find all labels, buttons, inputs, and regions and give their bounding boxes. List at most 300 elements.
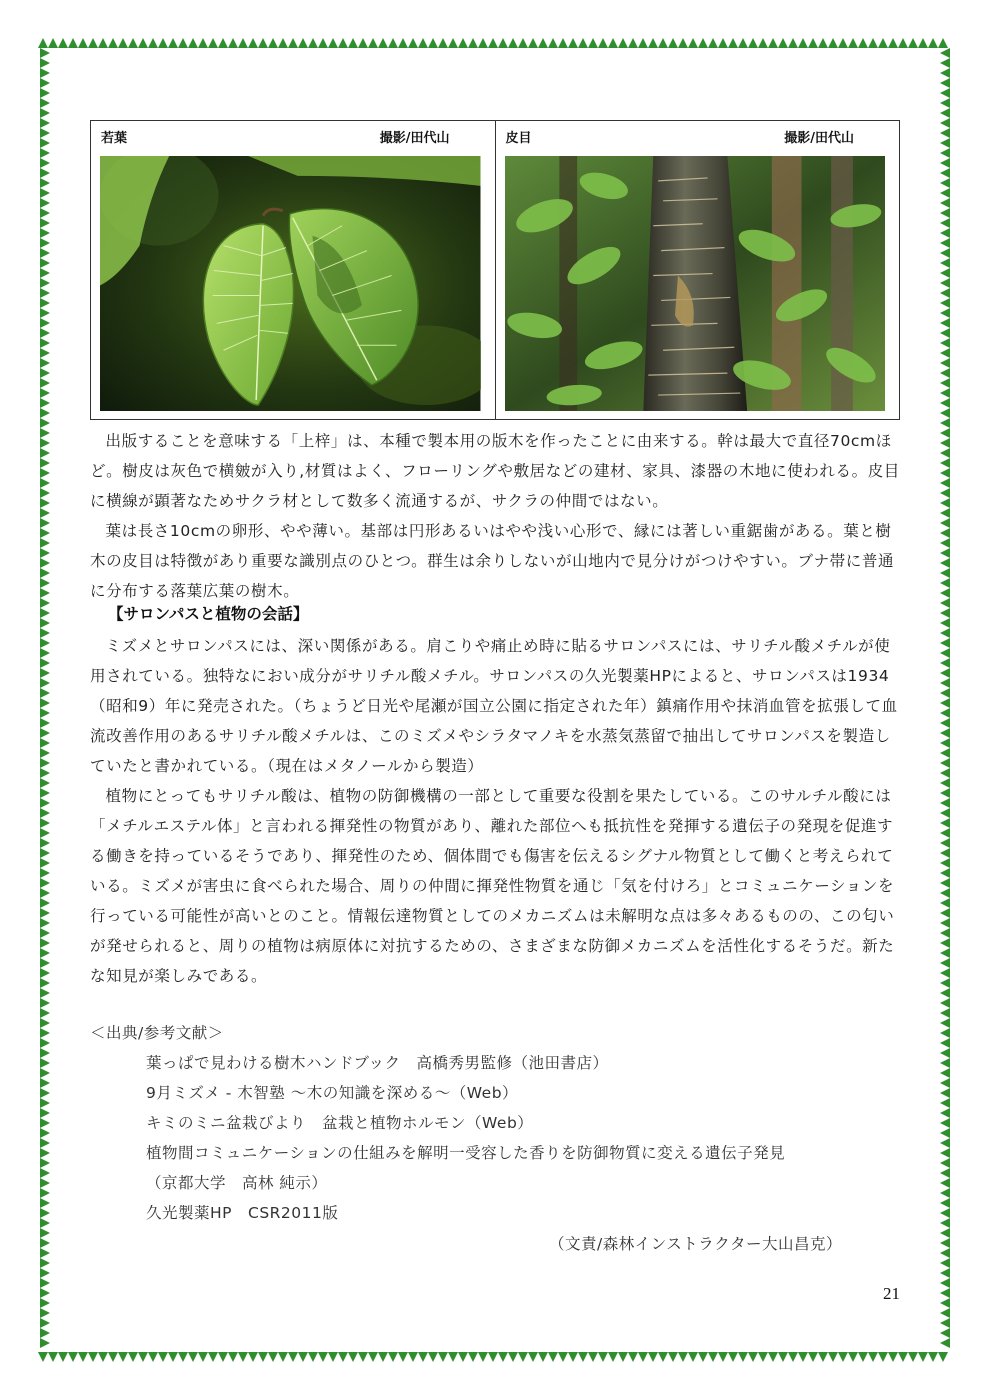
border-triangle — [918, 38, 928, 48]
author-credit: （文責/森林インストラクター大山昌克） — [549, 1235, 842, 1253]
border-triangle — [940, 1328, 950, 1338]
reference-item: 9月ミズメ - 木智塾 〜木の知識を深める〜（Web） — [146, 1084, 519, 1102]
border-triangle — [348, 38, 358, 48]
border-triangle — [478, 1352, 488, 1362]
border-triangle — [40, 518, 50, 528]
border-triangle — [40, 1258, 50, 1268]
border-triangle — [940, 578, 950, 588]
border-triangle — [308, 1352, 318, 1362]
border-triangle — [940, 968, 950, 978]
border-triangle — [248, 1352, 258, 1362]
border-triangle — [628, 38, 638, 48]
border-triangle — [40, 788, 50, 798]
border-triangle — [878, 1352, 888, 1362]
border-triangle — [940, 518, 950, 528]
border-triangle — [40, 628, 50, 638]
reference-item: キミのミニ盆栽びより 盆栽と植物ホルモン（Web） — [146, 1114, 534, 1132]
border-triangle — [508, 38, 518, 48]
border-triangle — [40, 988, 50, 998]
border-triangle — [758, 38, 768, 48]
border-triangle — [940, 1218, 950, 1228]
border-triangle — [848, 38, 858, 48]
border-triangle — [40, 878, 50, 888]
border-triangle — [940, 718, 950, 728]
border-triangle — [40, 1278, 50, 1288]
border-triangle — [40, 1288, 50, 1298]
border-triangle — [40, 818, 50, 828]
border-triangle — [758, 1352, 768, 1362]
border-triangle — [40, 1158, 50, 1168]
photo-caption: 皮目 — [505, 131, 532, 146]
reference-item: （京都大学 高林 純示） — [146, 1174, 328, 1192]
border-triangle — [40, 1178, 50, 1188]
border-triangle — [940, 858, 950, 868]
border-triangle — [40, 1298, 50, 1308]
border-triangle — [40, 598, 50, 608]
border-triangle — [40, 568, 50, 578]
border-triangle — [40, 1118, 50, 1128]
page-number: 21 — [883, 1284, 900, 1303]
border-triangle — [940, 1318, 950, 1328]
border-triangle — [588, 38, 598, 48]
border-triangle — [178, 1352, 188, 1362]
paragraph: ミズメとサロンパスには、深い関係がある。肩こりや痛止め時に貼るサロンパスには、サリチル酸メチルが使用されている。独特なにおい成分がサリチル酸メチル。サロンパスの久光製薬HPによると、サロンパスは1934（昭和9）年に発売された。（ちょうど日光や尾瀬が国立公園に指定された年）鎮痛作用や抹消血管を拡張して血流改善作用のあるサリチル酸メチルは、このミズメやシラタマノキを水蒸気蒸留で抽出してサロンパスを製造していたと書かれている。（現在はメタノールから製造） — [90, 637, 898, 775]
intro-text — [90, 426, 900, 606]
border-triangle — [148, 38, 158, 48]
border-triangle — [40, 1048, 50, 1058]
border-triangle — [40, 1108, 50, 1118]
border-triangle — [738, 1352, 748, 1362]
border-triangle — [940, 848, 950, 858]
border-triangle — [940, 1188, 950, 1198]
border-triangle — [678, 38, 688, 48]
border-triangle — [238, 1352, 248, 1362]
border-triangle — [68, 38, 78, 48]
border-triangle — [598, 38, 608, 48]
border-triangle — [40, 98, 50, 108]
border-triangle — [940, 218, 950, 228]
border-triangle — [408, 1352, 418, 1362]
border-triangle — [40, 1128, 50, 1138]
border-triangle — [548, 1352, 558, 1362]
photo-table — [90, 120, 900, 420]
border-triangle — [40, 1078, 50, 1088]
border-triangle — [40, 768, 50, 778]
border-triangle — [940, 658, 950, 668]
border-triangle — [398, 1352, 408, 1362]
border-triangle — [308, 38, 318, 48]
border-triangle — [940, 298, 950, 308]
border-triangle — [940, 1008, 950, 1018]
border-triangle — [40, 1308, 50, 1318]
border-triangle — [940, 188, 950, 198]
border-triangle — [940, 608, 950, 618]
reference-item: 植物間コミュニケーションの仕組みを解明一受容した香りを防御物質に変える遺伝子発見 — [146, 1144, 786, 1162]
border-triangle — [378, 1352, 388, 1362]
border-triangle — [40, 958, 50, 968]
border-triangle — [40, 288, 50, 298]
border-triangle — [178, 38, 188, 48]
border-triangle — [538, 38, 548, 48]
border-triangle — [40, 448, 50, 458]
border-triangle — [40, 758, 50, 768]
border-triangle — [98, 38, 108, 48]
border-triangle — [838, 38, 848, 48]
border-triangle — [40, 318, 50, 328]
border-triangle — [40, 1008, 50, 1018]
border-triangle — [940, 1128, 950, 1138]
border-triangle — [40, 1138, 50, 1148]
border-triangle — [348, 1352, 358, 1362]
border-triangle — [868, 38, 878, 48]
border-triangle — [40, 1238, 50, 1248]
references-title: ＜出典/参考文献＞ — [90, 1024, 224, 1042]
border-triangle — [40, 158, 50, 168]
references-list — [90, 1048, 900, 1228]
border-triangle — [658, 1352, 668, 1362]
border-triangle — [798, 38, 808, 48]
border-triangle — [778, 1352, 788, 1362]
border-triangle — [40, 218, 50, 228]
border-triangle — [940, 628, 950, 638]
border-triangle — [40, 328, 50, 338]
border-triangle — [448, 1352, 458, 1362]
border-triangle — [940, 1078, 950, 1088]
border-triangle — [940, 268, 950, 278]
border-triangle — [508, 1352, 518, 1362]
border-triangle — [40, 718, 50, 728]
border-triangle — [940, 908, 950, 918]
border-triangle — [940, 878, 950, 888]
border-triangle — [428, 38, 438, 48]
border-triangle — [278, 38, 288, 48]
border-triangle — [940, 708, 950, 718]
border-triangle — [40, 198, 50, 208]
border-triangle — [40, 1068, 50, 1078]
border-triangle — [940, 308, 950, 318]
border-triangle — [458, 1352, 468, 1362]
bark-photo — [505, 156, 886, 411]
border-triangle — [940, 168, 950, 178]
border-triangle — [940, 468, 950, 478]
border-triangle — [940, 458, 950, 468]
border-triangle — [40, 708, 50, 718]
border-triangle — [940, 918, 950, 928]
border-triangle — [418, 1352, 428, 1362]
border-triangle — [198, 38, 208, 48]
border-triangle — [940, 1058, 950, 1068]
border-triangle — [88, 38, 98, 48]
border-triangle — [128, 38, 138, 48]
border-triangle — [940, 1118, 950, 1128]
border-triangle — [40, 68, 50, 78]
paragraph: 葉は長さ10cmの卵形、やや薄い。基部は円形あるいはやや浅い心形で、縁には著しい重鋸歯がある。葉と樹木の皮目は特徴があり重要な識別点のひとつ。群生は余りしないが山地内で見分けがつけやすい。ブナ帯に普通に分布する落葉広葉の樹木。 — [90, 522, 895, 600]
border-triangle — [40, 268, 50, 278]
border-triangle — [338, 38, 348, 48]
border-triangle — [40, 398, 50, 408]
border-triangle — [40, 238, 50, 248]
border-triangle — [40, 638, 50, 648]
border-triangle — [928, 38, 938, 48]
border-triangle — [578, 38, 588, 48]
border-triangle — [940, 1298, 950, 1308]
border-triangle — [368, 38, 378, 48]
border-triangle — [648, 1352, 658, 1362]
border-triangle — [940, 438, 950, 448]
border-triangle — [38, 1352, 48, 1362]
border-triangle — [940, 698, 950, 708]
border-triangle — [848, 1352, 858, 1362]
border-triangle — [40, 918, 50, 928]
border-triangle — [38, 38, 48, 48]
border-triangle — [40, 378, 50, 388]
border-triangle — [468, 1352, 478, 1362]
paragraph: 植物にとってもサリチル酸は、植物の防御機構の一部として重要な役割を果たしている。このサルチル酸には「メチルエステル体」と言われる揮発性の物質があり、離れた部位へも抵抗性を発揮する遺伝子の発現を促進する働きを持っているそうであり、揮発性のため、個体間でも傷害を伝えるシグナル物質として働くと考えられている。ミズメが害虫に食べられた場合、周りの仲間に揮発性物質を通じ「気を付けろ」とコミュニケーションを行っている可能性が高いとのこと。情報伝達物質としてのメカニズムは未解明な点は多々あるものの、この匂いが発せられると、周りの植物は病原体に対抗するための、さまざまな防御メカニズムを活性化するそうだ。新たな知見が楽しみである。 — [90, 787, 895, 985]
border-triangle — [158, 1352, 168, 1362]
border-triangle — [940, 358, 950, 368]
border-triangle — [40, 778, 50, 788]
border-triangle — [668, 1352, 678, 1362]
border-triangle — [40, 228, 50, 238]
border-triangle — [40, 898, 50, 908]
border-triangle — [338, 1352, 348, 1362]
border-triangle — [278, 1352, 288, 1362]
border-triangle — [940, 748, 950, 758]
border-triangle — [498, 38, 508, 48]
border-triangle — [40, 578, 50, 588]
border-triangle — [40, 808, 50, 818]
border-triangle — [940, 228, 950, 238]
border-triangle — [40, 1098, 50, 1108]
border-triangle — [940, 1148, 950, 1158]
border-triangle — [940, 928, 950, 938]
border-triangle — [940, 278, 950, 288]
border-triangle — [940, 978, 950, 988]
border-triangle — [940, 1018, 950, 1028]
border-triangle — [928, 1352, 938, 1362]
border-triangle — [940, 568, 950, 578]
border-triangle — [818, 1352, 828, 1362]
border-triangle — [458, 38, 468, 48]
border-triangle — [40, 1168, 50, 1178]
border-triangle — [40, 1088, 50, 1098]
border-triangle — [118, 1352, 128, 1362]
border-triangle — [40, 48, 50, 58]
border-triangle — [288, 38, 298, 48]
border-triangle — [940, 688, 950, 698]
border-triangle — [40, 848, 50, 858]
border-triangle — [88, 1352, 98, 1362]
photo-cell-bark — [495, 121, 900, 419]
border-triangle — [668, 38, 678, 48]
border-triangle — [188, 38, 198, 48]
border-bottom — [38, 1352, 952, 1362]
border-triangle — [940, 1048, 950, 1058]
border-left — [40, 48, 50, 1352]
border-triangle — [940, 898, 950, 908]
border-triangle — [940, 598, 950, 608]
border-triangle — [40, 468, 50, 478]
border-triangle — [518, 38, 528, 48]
border-triangle — [138, 1352, 148, 1362]
border-triangle — [238, 38, 248, 48]
photo-cell-young-leaves — [91, 121, 495, 419]
border-triangle — [108, 1352, 118, 1362]
border-triangle — [40, 1228, 50, 1238]
border-triangle — [40, 1328, 50, 1338]
border-triangle — [40, 148, 50, 158]
border-triangle — [748, 1352, 758, 1362]
border-triangle — [940, 238, 950, 248]
border-triangle — [798, 1352, 808, 1362]
border-triangle — [40, 1018, 50, 1028]
border-triangle — [940, 178, 950, 188]
border-triangle — [608, 38, 618, 48]
border-triangle — [940, 768, 950, 778]
border-triangle — [940, 1158, 950, 1168]
border-triangle — [40, 938, 50, 948]
border-triangle — [748, 38, 758, 48]
border-triangle — [940, 828, 950, 838]
border-triangle — [218, 38, 228, 48]
border-triangle — [40, 208, 50, 218]
border-triangle — [488, 38, 498, 48]
border-triangle — [498, 1352, 508, 1362]
border-triangle — [940, 558, 950, 568]
border-triangle — [940, 1198, 950, 1208]
border-triangle — [940, 428, 950, 438]
border-triangle — [698, 38, 708, 48]
border-top — [38, 38, 952, 48]
border-triangle — [940, 78, 950, 88]
paragraph: 出版することを意味する「上梓」は、本種で製本用の版木を作ったことに由来する。幹は最大で直径70cmほど。樹皮は灰色で横皴が入り,材質はよく、フローリングや敷居などの建材、家具、漆器の木地に使われる。皮目に横線が顕著なためサクラ材として数多く流通するが、サクラの仲間ではない。 — [90, 432, 900, 510]
border-triangle — [388, 38, 398, 48]
border-triangle — [40, 978, 50, 988]
border-triangle — [940, 1108, 950, 1118]
border-triangle — [388, 1352, 398, 1362]
border-triangle — [298, 38, 308, 48]
border-triangle — [40, 1208, 50, 1218]
border-triangle — [40, 968, 50, 978]
border-triangle — [40, 88, 50, 98]
references — [90, 1018, 900, 1228]
border-triangle — [40, 498, 50, 508]
border-triangle — [40, 58, 50, 68]
border-triangle — [40, 278, 50, 288]
border-triangle — [40, 178, 50, 188]
young-leaves-photo — [100, 156, 481, 411]
border-triangle — [858, 38, 868, 48]
border-triangle — [40, 258, 50, 268]
border-triangle — [40, 458, 50, 468]
border-triangle — [698, 1352, 708, 1362]
border-triangle — [40, 138, 50, 148]
border-triangle — [940, 1028, 950, 1038]
border-triangle — [40, 688, 50, 698]
border-triangle — [438, 38, 448, 48]
border-triangle — [528, 1352, 538, 1362]
border-triangle — [940, 988, 950, 998]
border-triangle — [598, 1352, 608, 1362]
border-triangle — [938, 1352, 948, 1362]
border-triangle — [940, 1168, 950, 1178]
border-triangle — [40, 248, 50, 258]
border-triangle — [40, 828, 50, 838]
border-triangle — [738, 38, 748, 48]
border-triangle — [40, 928, 50, 938]
border-triangle — [638, 38, 648, 48]
border-triangle — [608, 1352, 618, 1362]
border-triangle — [688, 1352, 698, 1362]
border-triangle — [940, 938, 950, 948]
border-triangle — [940, 418, 950, 428]
border-triangle — [328, 1352, 338, 1362]
border-triangle — [940, 128, 950, 138]
border-triangle — [940, 368, 950, 378]
border-triangle — [940, 808, 950, 818]
border-triangle — [218, 1352, 228, 1362]
border-triangle — [40, 358, 50, 368]
border-triangle — [708, 38, 718, 48]
border-triangle — [318, 1352, 328, 1362]
border-triangle — [478, 38, 488, 48]
border-triangle — [718, 1352, 728, 1362]
border-triangle — [40, 428, 50, 438]
border-triangle — [40, 548, 50, 558]
border-triangle — [40, 538, 50, 548]
border-triangle — [940, 1068, 950, 1078]
border-triangle — [940, 778, 950, 788]
border-triangle — [940, 728, 950, 738]
border-triangle — [208, 1352, 218, 1362]
border-triangle — [888, 1352, 898, 1362]
border-triangle — [328, 38, 338, 48]
border-triangle — [40, 648, 50, 658]
border-triangle — [940, 1208, 950, 1218]
border-triangle — [588, 1352, 598, 1362]
border-triangle — [548, 38, 558, 48]
border-triangle — [40, 748, 50, 758]
border-triangle — [40, 558, 50, 568]
border-triangle — [40, 888, 50, 898]
border-triangle — [940, 158, 950, 168]
border-triangle — [40, 1058, 50, 1068]
border-triangle — [940, 668, 950, 678]
border-triangle — [40, 908, 50, 918]
border-triangle — [838, 1352, 848, 1362]
border-triangle — [648, 38, 658, 48]
border-triangle — [40, 408, 50, 418]
border-triangle — [268, 1352, 278, 1362]
border-triangle — [40, 308, 50, 318]
border-triangle — [940, 498, 950, 508]
border-triangle — [40, 128, 50, 138]
border-triangle — [418, 38, 428, 48]
border-triangle — [940, 1178, 950, 1188]
border-triangle — [940, 348, 950, 358]
border-triangle — [40, 738, 50, 748]
border-triangle — [718, 38, 728, 48]
border-triangle — [318, 38, 328, 48]
border-triangle — [40, 1338, 50, 1348]
border-triangle — [940, 148, 950, 158]
border-triangle — [788, 38, 798, 48]
border-triangle — [940, 1228, 950, 1238]
border-triangle — [40, 1218, 50, 1228]
border-triangle — [888, 38, 898, 48]
border-triangle — [258, 1352, 268, 1362]
border-triangle — [940, 1278, 950, 1288]
